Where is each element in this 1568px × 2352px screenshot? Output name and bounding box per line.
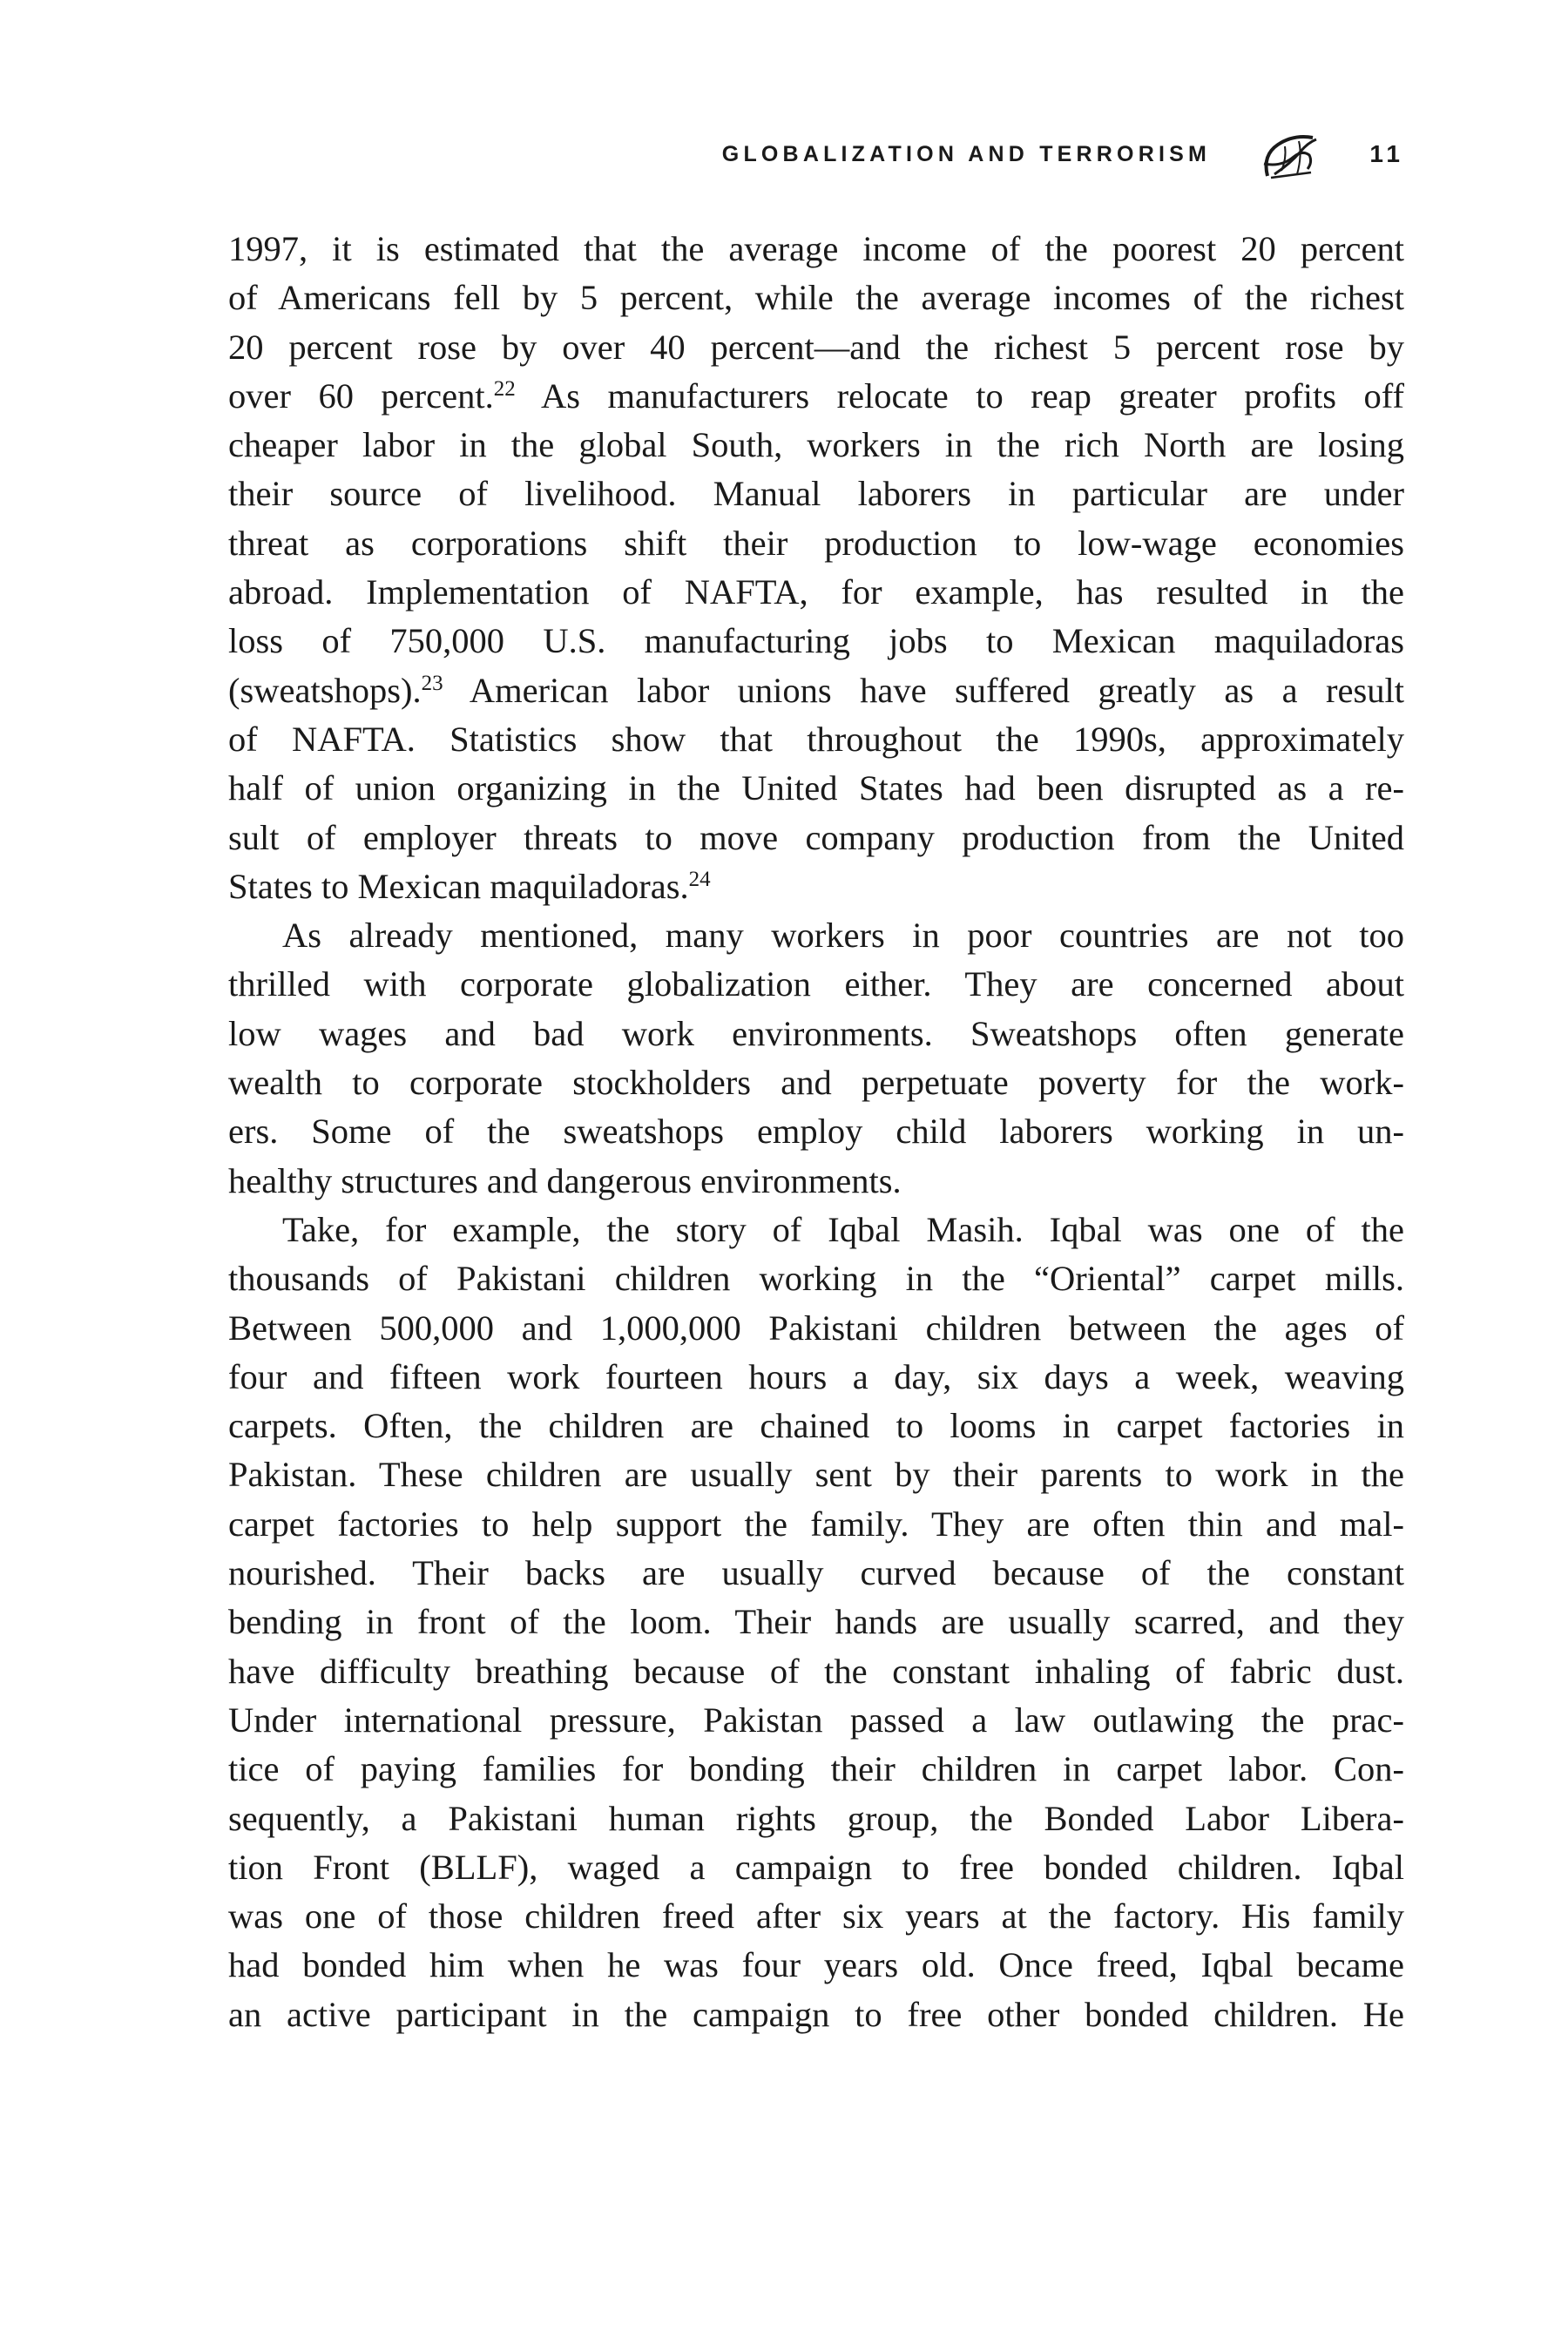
text-line <box>228 911 1404 960</box>
line-text: ers. Some of the sweatshops employ child laborers working in un- <box>228 1112 1404 1152</box>
line-text: cheaper labor in the global South, workers in the rich North are losing <box>228 425 1404 465</box>
line-text: thousands of Pakistani children working in the “Oriental” carpet mills. <box>228 1259 1404 1299</box>
line-text: have difficulty breathing because of the constant inhaling of fabric dust. <box>228 1651 1404 1691</box>
line-text: four and fifteen work fourteen hours a day, six days a week, weaving <box>228 1356 1404 1396</box>
text-line <box>228 1058 1404 1107</box>
text-line <box>228 372 1404 421</box>
text-line <box>228 1500 1404 1549</box>
text-line <box>228 960 1404 1009</box>
line-text: sequently, a Pakistani human rights group, the Bonded Labor Libera- <box>228 1798 1404 1838</box>
text-line <box>228 1450 1404 1499</box>
page-number: 11 <box>1369 140 1404 167</box>
line-text: sult of employer threats to move company production from the United <box>228 817 1404 857</box>
text-line <box>228 225 1404 274</box>
text-line <box>228 666 1404 715</box>
body-text <box>228 225 1404 2039</box>
text-line <box>228 1254 1404 1303</box>
paragraph <box>228 1206 1404 2039</box>
line-text: an active participant in the campaign to free other bonded children. He <box>228 1994 1404 2034</box>
text-line <box>228 1598 1404 1646</box>
line-text: nourished. Their backs are usually curved because of the constant <box>228 1553 1404 1593</box>
line-text: low wages and bad work environments. Sweatshops often generate <box>228 1013 1404 1053</box>
line-text: As manufacturers relocate to reap greater profits off <box>515 375 1404 416</box>
line-text: healthy structures and dangerous environments. <box>228 1160 902 1200</box>
line-text: loss of 750,000 U.S. manufacturing jobs to Mexican maquiladoras <box>228 621 1404 661</box>
text-line <box>228 421 1404 470</box>
text-line <box>228 1206 1404 1254</box>
line-text: of NAFTA. Statistics show that throughout the 1990s, approximately <box>228 719 1404 759</box>
line-text: was one of those children freed after six years at the factory. His family <box>228 1896 1404 1936</box>
text-line <box>228 323 1404 372</box>
paragraph <box>228 225 1404 911</box>
text-line <box>228 568 1404 617</box>
text-line <box>228 1157 1404 1206</box>
text-line <box>228 274 1404 322</box>
line-text: threat as corporations shift their production to low-wage economies <box>228 523 1404 563</box>
line-text: bending in front of the loom. Their hands are usually scarred, and they <box>228 1602 1404 1642</box>
line-text: tice of paying families for bonding their children in carpet labor. Con- <box>228 1749 1404 1789</box>
line-text: As already mentioned, many workers in poor countries are not too <box>282 916 1404 956</box>
text-line <box>228 1696 1404 1745</box>
text-line <box>228 1647 1404 1696</box>
text-line <box>228 470 1404 518</box>
text-line <box>228 1010 1404 1058</box>
text-line <box>228 1892 1404 1941</box>
text-line <box>228 862 1404 911</box>
text-line <box>228 1843 1404 1892</box>
text-line <box>228 1941 1404 1990</box>
line-text: 1997, it is estimated that the average income of the poorest 20 percent <box>228 229 1404 268</box>
line-text: Under international pressure, Pakistan passed a law outlawing the prac- <box>228 1700 1404 1740</box>
line-text: American labor unions have suffered greatly as a result <box>443 670 1404 710</box>
line-text: had bonded him when he was four years old. Once freed, Iqbal became <box>228 1945 1404 1985</box>
line-text: their source of livelihood. Manual laborers in particular are under <box>228 474 1404 514</box>
text-line <box>228 519 1404 568</box>
footnote-reference: 22 <box>493 376 516 401</box>
line-text: abroad. Implementation of NAFTA, for example, has resulted in the <box>228 572 1404 612</box>
text-line <box>228 715 1404 764</box>
line-text: over 60 percent. <box>228 375 494 416</box>
line-text: carpets. Often, the children are chained to looms in carpet factories in <box>228 1406 1404 1446</box>
text-line <box>228 764 1404 813</box>
running-head-title: GLOBALIZATION AND TERRORISM <box>721 142 1211 166</box>
text-line <box>228 1304 1404 1353</box>
text-line <box>228 1990 1404 2039</box>
text-line <box>228 814 1404 862</box>
line-text: carpet factories to help support the family. They are often thin and mal- <box>228 1504 1404 1544</box>
text-line <box>228 1107 1404 1156</box>
footnote-reference: 24 <box>688 867 711 891</box>
text-line <box>228 1549 1404 1598</box>
line-text: States to Mexican maquiladoras. <box>228 866 689 906</box>
text-line <box>228 1745 1404 1794</box>
line-text: thrilled with corporate globalization either. They are concerned about <box>228 964 1404 1004</box>
line-text: half of union organizing in the United States had been disrupted as a re- <box>228 768 1404 808</box>
running-head <box>228 129 1404 190</box>
line-text: Take, for example, the story of Iqbal Masih. Iqbal was one of the <box>282 1209 1404 1249</box>
text-line <box>228 1353 1404 1402</box>
line-text: Pakistan. These children are usually sent by their parents to work in the <box>228 1455 1404 1495</box>
line-text: wealth to corporate stockholders and perpetuate poverty for the work- <box>228 1063 1404 1103</box>
publisher-logo-icon <box>1259 129 1321 183</box>
text-line <box>228 1794 1404 1843</box>
text-line <box>228 1402 1404 1450</box>
text-line <box>228 617 1404 666</box>
line-text: of Americans fell by 5 percent, while the average incomes of the richest <box>228 278 1404 318</box>
line-text: tion Front (BLLF), waged a campaign to free bonded children. Iqbal <box>228 1847 1404 1887</box>
line-text: Between 500,000 and 1,000,000 Pakistani children between the ages of <box>228 1308 1404 1348</box>
line-text: (sweatshops). <box>228 670 422 710</box>
line-text: 20 percent rose by over 40 percent—and the richest 5 percent rose by <box>228 327 1404 367</box>
footnote-reference: 23 <box>421 671 443 695</box>
paragraph <box>228 911 1404 1206</box>
